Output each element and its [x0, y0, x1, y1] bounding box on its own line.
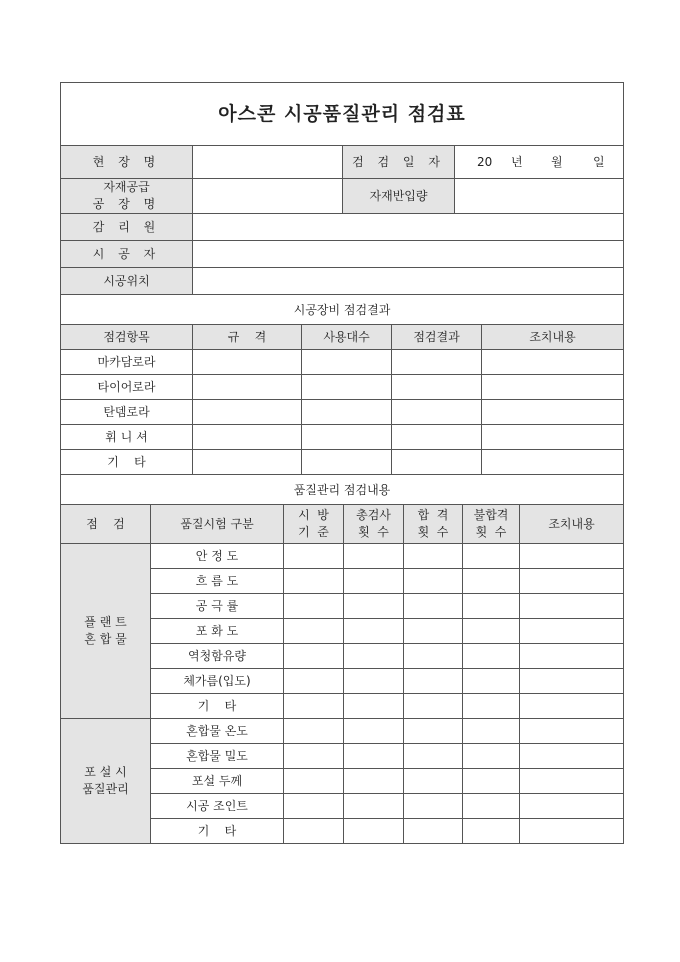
quality-col-total-line2: 횟 수 — [358, 525, 389, 539]
equipment-row-label: 휘 니 셔 — [61, 425, 193, 450]
quality-cell[interactable] — [520, 569, 624, 594]
equipment-cell[interactable] — [392, 375, 482, 400]
supplier-label-line2: 공 장 명 — [92, 197, 161, 211]
quality-cell[interactable] — [463, 744, 520, 769]
supplier-field[interactable] — [193, 179, 343, 214]
quality-cell[interactable] — [520, 694, 624, 719]
quality-cell[interactable] — [284, 619, 344, 644]
equipment-cell[interactable] — [193, 375, 302, 400]
quality-cell[interactable] — [520, 544, 624, 569]
quality-cell[interactable] — [463, 569, 520, 594]
quality-cell[interactable] — [404, 619, 463, 644]
equipment-row-label: 기 타 — [61, 450, 193, 475]
contractor-field[interactable] — [193, 241, 624, 268]
equipment-row-label: 탄뎀로라 — [61, 400, 193, 425]
test-item-label: 안 정 도 — [151, 544, 284, 569]
group-paving-qc-label — [61, 719, 151, 844]
supervisor-label: 감 리 원 — [61, 214, 193, 241]
group-paving-qc-line2: 품질관리 — [82, 782, 129, 796]
location-label: 시공위치 — [61, 268, 193, 295]
quality-cell[interactable] — [463, 719, 520, 744]
quality-cell[interactable] — [284, 819, 344, 844]
date-day-unit: 일 — [593, 155, 605, 169]
inspection-date-field[interactable] — [455, 146, 624, 179]
quality-col-total — [344, 505, 404, 544]
quality-cell[interactable] — [520, 769, 624, 794]
supplier-label-line1: 자재공급 — [103, 180, 150, 194]
equipment-cell[interactable] — [193, 425, 302, 450]
quality-cell[interactable] — [520, 594, 624, 619]
quality-col-fail-line1: 불합격 — [473, 508, 509, 522]
equipment-section-title: 시공장비 점검결과 — [61, 295, 624, 325]
test-item-label: 혼합물 밀도 — [151, 744, 284, 769]
quality-cell[interactable] — [520, 744, 624, 769]
quality-cell[interactable] — [463, 669, 520, 694]
quality-cell[interactable] — [284, 694, 344, 719]
quality-cell[interactable] — [463, 794, 520, 819]
quality-cell[interactable] — [344, 769, 404, 794]
quality-cell[interactable] — [344, 619, 404, 644]
quality-cell[interactable] — [344, 644, 404, 669]
quality-cell[interactable] — [404, 594, 463, 619]
quality-col-pass-line1: 합 격 — [417, 508, 449, 522]
quality-cell[interactable] — [284, 569, 344, 594]
quality-col-fail — [463, 505, 520, 544]
test-item-label: 기 타 — [151, 694, 284, 719]
group-plant-mix-label — [61, 544, 151, 719]
quality-table — [60, 474, 624, 844]
test-item-label: 흐 름 도 — [151, 569, 284, 594]
equipment-cell[interactable] — [193, 350, 302, 375]
quality-cell[interactable] — [284, 794, 344, 819]
quality-cell[interactable] — [284, 769, 344, 794]
quality-cell[interactable] — [520, 719, 624, 744]
quality-cell[interactable] — [463, 644, 520, 669]
equipment-row-label: 마카담로라 — [61, 350, 193, 375]
group-plant-mix-line1: 플 랜 트 — [84, 615, 127, 629]
quality-cell[interactable] — [463, 619, 520, 644]
quality-cell[interactable] — [520, 794, 624, 819]
quality-cell[interactable] — [520, 819, 624, 844]
inspection-form — [60, 82, 623, 844]
quality-col-spec-line2: 기 준 — [298, 525, 329, 539]
quality-cell[interactable] — [404, 569, 463, 594]
quality-col-spec-line1: 시 방 — [298, 508, 329, 522]
quality-cell[interactable] — [463, 819, 520, 844]
equipment-col-result: 점검결과 — [392, 325, 482, 350]
quality-cell[interactable] — [344, 544, 404, 569]
equipment-col-action: 조치내용 — [482, 325, 624, 350]
quality-cell[interactable] — [463, 694, 520, 719]
quality-cell[interactable] — [284, 719, 344, 744]
quality-cell[interactable] — [344, 794, 404, 819]
quality-cell[interactable] — [463, 769, 520, 794]
quality-cell[interactable] — [344, 669, 404, 694]
test-item-label: 공 극 률 — [151, 594, 284, 619]
quality-col-pass — [404, 505, 463, 544]
quality-cell[interactable] — [284, 744, 344, 769]
date-year-prefix: 20 — [477, 155, 493, 169]
quality-cell[interactable] — [344, 744, 404, 769]
equipment-cell[interactable] — [392, 425, 482, 450]
quality-cell[interactable] — [463, 594, 520, 619]
quality-cell[interactable] — [284, 644, 344, 669]
quality-cell[interactable] — [404, 694, 463, 719]
inspection-date-label: 검 검 일 자 — [343, 146, 455, 179]
quality-cell[interactable] — [463, 544, 520, 569]
quality-section-title: 품질관리 점검내용 — [61, 475, 624, 505]
quality-col-pass-line2: 횟 수 — [417, 525, 449, 539]
test-item-label: 포 화 도 — [151, 619, 284, 644]
material-qty-field[interactable] — [455, 179, 624, 214]
date-year-unit: 년 — [511, 155, 523, 169]
equipment-cell[interactable] — [302, 450, 392, 475]
equipment-cell[interactable] — [482, 375, 624, 400]
site-name-label: 현 장 명 — [61, 146, 193, 179]
quality-cell[interactable] — [284, 544, 344, 569]
group-plant-mix-line2: 혼 합 물 — [84, 632, 127, 646]
quality-col-fail-line2: 횟 수 — [475, 525, 507, 539]
quality-cell[interactable] — [344, 594, 404, 619]
quality-cell[interactable] — [344, 819, 404, 844]
equipment-cell[interactable] — [482, 450, 624, 475]
quality-col-total-line1: 총검사 — [356, 508, 391, 522]
test-item-label: 역청함유량 — [151, 644, 284, 669]
equipment-cell[interactable] — [193, 400, 302, 425]
header-table — [60, 82, 624, 295]
equipment-cell[interactable] — [392, 350, 482, 375]
site-name-field[interactable] — [193, 146, 343, 179]
material-qty-label: 자재반입량 — [343, 179, 455, 214]
equipment-row-label: 타이어로라 — [61, 375, 193, 400]
equipment-table — [60, 294, 624, 475]
equipment-col-item: 점검항목 — [61, 325, 193, 350]
equipment-col-spec: 규 격 — [193, 325, 302, 350]
quality-col-inspection: 점 검 — [61, 505, 151, 544]
quality-cell[interactable] — [404, 769, 463, 794]
equipment-cell[interactable] — [302, 425, 392, 450]
equipment-cell[interactable] — [392, 400, 482, 425]
equipment-cell[interactable] — [302, 350, 392, 375]
test-item-label: 체가름(입도) — [151, 669, 284, 694]
equipment-cell[interactable] — [392, 450, 482, 475]
location-field[interactable] — [193, 268, 624, 295]
equipment-cell[interactable] — [302, 400, 392, 425]
quality-cell[interactable] — [404, 719, 463, 744]
supervisor-field[interactable] — [193, 214, 624, 241]
equipment-cell[interactable] — [482, 400, 624, 425]
test-item-label: 시공 조인트 — [151, 794, 284, 819]
supplier-label — [61, 179, 193, 214]
quality-col-spec — [284, 505, 344, 544]
quality-cell[interactable] — [520, 669, 624, 694]
quality-cell[interactable] — [344, 569, 404, 594]
test-item-label: 혼합물 온도 — [151, 719, 284, 744]
form-title: 아스콘 시공품질관리 점검표 — [61, 83, 624, 146]
quality-cell[interactable] — [520, 619, 624, 644]
equipment-cell[interactable] — [482, 350, 624, 375]
date-month-unit: 월 — [551, 155, 563, 169]
test-item-label: 기 타 — [151, 819, 284, 844]
quality-cell[interactable] — [404, 669, 463, 694]
equipment-col-count: 사용대수 — [302, 325, 392, 350]
equipment-cell[interactable] — [193, 450, 302, 475]
quality-cell[interactable] — [344, 719, 404, 744]
quality-cell[interactable] — [520, 644, 624, 669]
quality-cell[interactable] — [404, 819, 463, 844]
quality-cell[interactable] — [284, 669, 344, 694]
quality-cell[interactable] — [404, 544, 463, 569]
test-item-label: 포설 두께 — [151, 769, 284, 794]
contractor-label: 시 공 자 — [61, 241, 193, 268]
equipment-cell[interactable] — [482, 425, 624, 450]
equipment-cell[interactable] — [302, 375, 392, 400]
quality-cell[interactable] — [344, 694, 404, 719]
quality-cell[interactable] — [284, 594, 344, 619]
quality-cell[interactable] — [404, 744, 463, 769]
quality-col-action: 조치내용 — [520, 505, 624, 544]
quality-cell[interactable] — [404, 794, 463, 819]
group-paving-qc-line1: 포 설 시 — [84, 765, 127, 779]
quality-cell[interactable] — [404, 644, 463, 669]
quality-col-test-type: 품질시험 구분 — [151, 505, 284, 544]
